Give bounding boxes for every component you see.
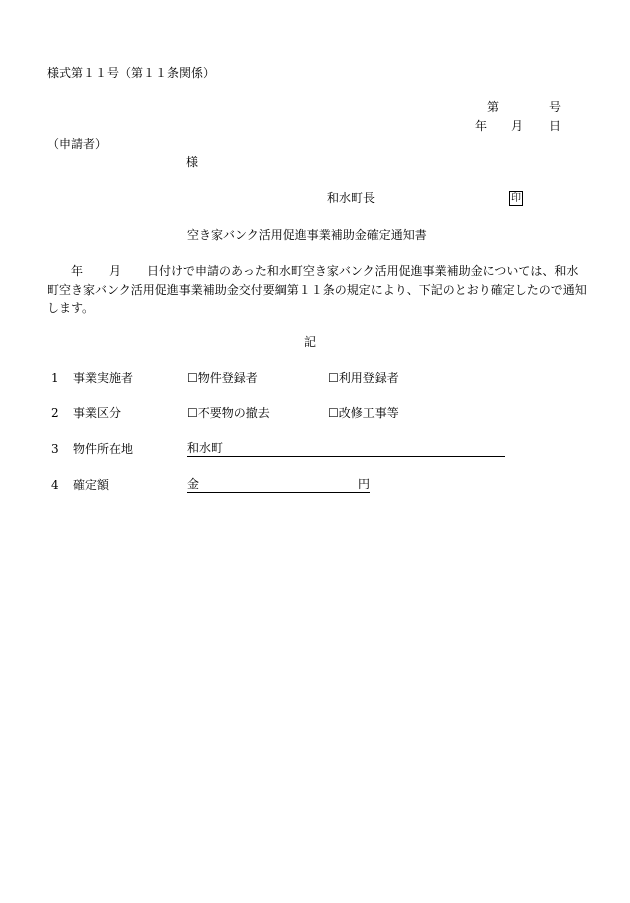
- ki-heading: 記: [304, 335, 317, 349]
- location-field[interactable]: [187, 441, 505, 457]
- body-paragraph: [47, 262, 587, 318]
- location-value: 和水町: [187, 441, 224, 455]
- amount-field[interactable]: [187, 477, 370, 493]
- body-month: 月: [109, 264, 122, 278]
- applicant-honorific: 様: [186, 155, 199, 169]
- applicant-label: （申請者）: [47, 137, 108, 151]
- checkbox-renovation[interactable]: ☐改修工事等: [328, 406, 399, 420]
- item-number: 3: [51, 442, 59, 456]
- item-number: 2: [51, 406, 59, 420]
- date-day: 日: [549, 119, 562, 133]
- item-label-amount: 確定額: [73, 478, 110, 492]
- checkbox-property-registrant[interactable]: ☐物件登録者: [187, 371, 258, 385]
- item-number: 4: [51, 478, 59, 492]
- body-year: 年: [71, 264, 84, 278]
- date-month: 月: [511, 119, 524, 133]
- form-number: 様式第１１号（第１１条関係）: [47, 66, 216, 80]
- amount-suffix: 円: [357, 477, 370, 491]
- body-text: 日付けで申請のあった和水町空き家バンク活用促進事業補助金については、和水町空き家バンク活用促進事業補助金交付要綱第１１条の規定により、下記のとおり確定したので通知します。: [47, 264, 587, 315]
- checkbox-user-registrant[interactable]: ☐利用登録者: [328, 371, 399, 385]
- date-year: 年: [475, 119, 488, 133]
- document-title: 空き家バンク活用促進事業補助金確定通知書: [187, 228, 427, 242]
- issuer-name: 和水町長: [327, 191, 376, 205]
- doc-number-go: 号: [549, 100, 562, 114]
- item-label-operator: 事業実施者: [73, 371, 134, 385]
- seal-mark: 印: [511, 193, 521, 204]
- amount-prefix: 金: [187, 477, 200, 491]
- checkbox-debris-removal[interactable]: ☐不要物の撤去: [187, 406, 270, 420]
- doc-number-dai: 第: [487, 100, 500, 114]
- item-label-location: 物件所在地: [73, 442, 134, 456]
- item-label-category: 事業区分: [73, 406, 122, 420]
- item-number: 1: [51, 371, 59, 385]
